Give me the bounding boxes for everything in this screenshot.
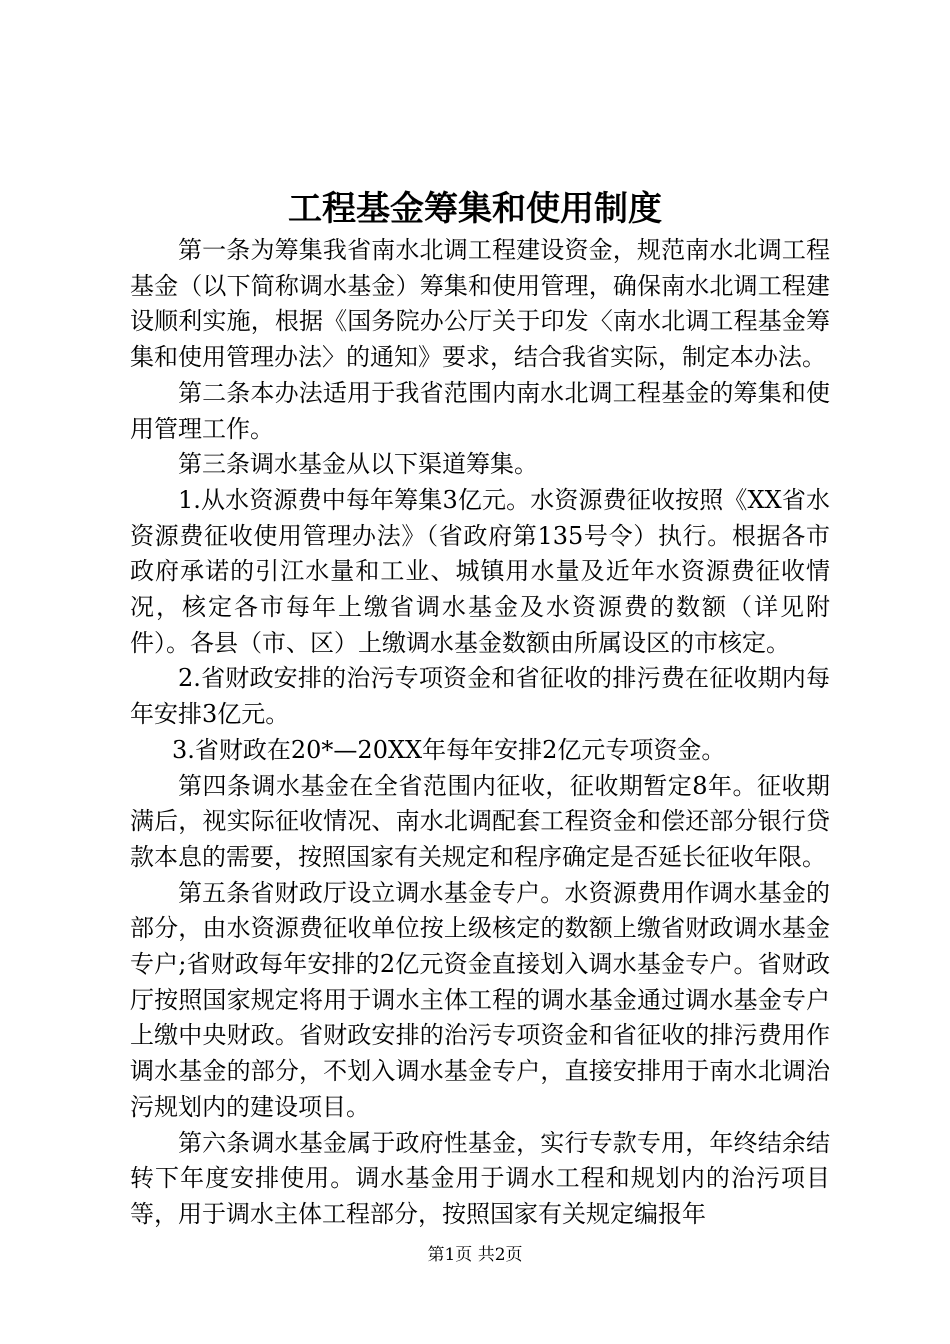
paragraph-item-2: 2.省财政安排的治污专项资金和省征收的排污费在征收期内每年安排3亿元。 (130, 664, 830, 729)
paragraph-item-3: 3.省财政在20*—20XX年每年安排2亿元专项资金。 (172, 735, 726, 764)
paragraph-item-1: 1.从水资源费中每年筹集3亿元。水资源费征收按照《XX省水资源费征收使用管理办法》（省政府第135号令）执行。根据各市政府承诺的引江水量和工业、城镇用水量及近年水资源费征收情况，核定各市每年上缴省调水基金及水资源费的数额（详见附件）。各县（市、区）上缴调水基金数额由所属设区的市核定。 (130, 485, 830, 657)
paragraph-article-5: 第五条省财政厅设立调水基金专户。水资源费用作调水基金的部分，由水资源费征收单位按上级核定的数额上缴省财政调水基金专户;省财政每年安排的2亿元资金直接划入调水基金专户。省财政厅按照国家规定将用于调水主体工程的调水基金通过调水基金专户上缴中央财政。省财政安排的治污专项资金和省征收的排污费用作调水基金的部分，不划入调水基金专户，直接安排用于南水北调治污规划内的建设项目。 (130, 878, 830, 1121)
document-title: 工程基金筹集和使用制度 (288, 189, 662, 229)
document-body (130, 233, 830, 1233)
paragraph-article-4: 第四条调水基金在全省范围内征收，征收期暂定8年。征收期满后，视实际征收情况、南水北调配套工程资金和偿还部分银行贷款本息的需要，按照国家有关规定和程序确定是否延长征收年限。 (130, 771, 830, 871)
paragraph-article-1: 第一条为筹集我省南水北调工程建设资金，规范南水北调工程基金（以下简称调水基金）筹集和使用管理，确保南水北调工程建设顺利实施，根据《国务院办公厅关于印发〈南水北调工程基金筹集和使用管理办法〉的通知》要求，结合我省实际，制定本办法。 (130, 236, 830, 372)
page-footer: 第1页 共2页 (427, 1245, 523, 1265)
paragraph-article-6: 第六条调水基金属于政府性基金，实行专款专用，年终结余结转下年度安排使用。调水基金用于调水工程和规划内的治污项目等，用于调水主体工程部分，按照国家有关规定编报年 (130, 1128, 830, 1228)
paragraph-article-2: 第二条本办法适用于我省范围内南水北调工程基金的筹集和使用管理工作。 (130, 378, 830, 443)
paragraph-article-3: 第三条调水基金从以下渠道筹集。 (178, 450, 538, 479)
